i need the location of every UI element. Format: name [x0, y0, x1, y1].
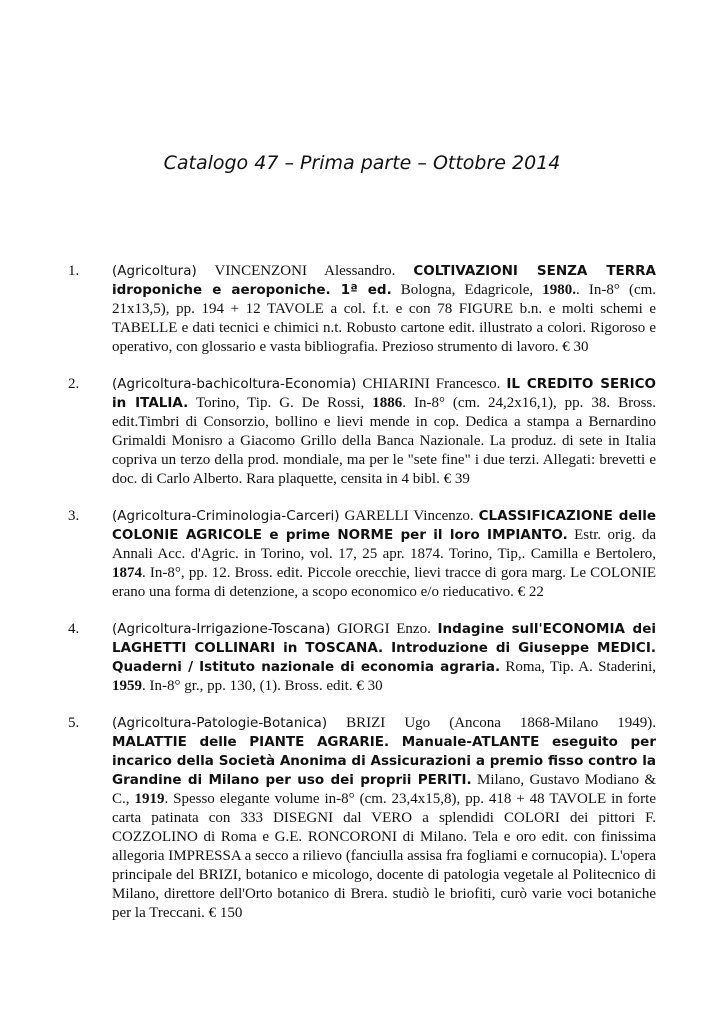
entry-number: 3.	[68, 508, 80, 524]
entry-text	[112, 375, 656, 489]
catalog-entry	[68, 507, 658, 602]
entry-author: BRIZI Ugo (Ancona 1868-Milano 1949).	[346, 715, 656, 731]
entry-heading: CLASSIFICAZIONE delle COLONIE AGRICOLE e prime NORME per il loro IMPIANTO.	[112, 508, 657, 543]
entry-heading: MALATTIE delle PIANTE AGRARIE. Manuale-ATLANTE eseguito per incarico della Società Anonima di Assicurazioni a premio fisso contro la Grandine di Milano per uso dei proprii PERITI.	[112, 734, 656, 788]
entry-section: (Agricoltura-Criminologia-Carceri)	[112, 508, 340, 524]
entry-year: 1959	[112, 678, 142, 694]
entry-section: (Agricoltura-bachicoltura-Economia)	[112, 376, 357, 392]
catalog-entry	[68, 620, 658, 696]
entry-year: 1886	[372, 395, 403, 411]
entry-heading: IL CREDITO SERICO in ITALIA.	[112, 376, 656, 411]
catalog-entry	[68, 714, 658, 923]
catalog-entry	[68, 375, 658, 489]
catalog-entry	[68, 262, 658, 357]
entry-number: 1.	[68, 263, 80, 279]
entry-text	[112, 714, 656, 923]
entry-place: Roma, Tip. A. Staderini,	[505, 659, 656, 675]
entry-place: Torino, Tip. G. De Rossi,	[195, 395, 365, 411]
entry-description: . In-8°, pp. 12. Bross. edit. Piccole orecchie, lievi tracce di gora marg. Le COLONIE erano una forma di detenzione, a scopo economico e/o rieducativo. € 22	[112, 565, 656, 600]
entry-description: . In-8° (cm. 21x13,5), pp. 194 + 12 TAVOLE a col. f.t. e con 78 FIGURE b.n. e molti schemi e TABELLE e dati tecnici e chimici n.t. Robusto cartone edit. illustrato a colori. Rigoroso e operativo, con glossario e vasta bibliografia. Prezioso strumento di lavoro. € 30	[112, 282, 657, 355]
entry-section: (Agricoltura-Patologie-Botanica)	[112, 715, 328, 731]
entry-year: 1980.	[542, 282, 577, 298]
entry-description: . In-8° (cm. 24,2x16,1), pp. 38. Bross. edit.Timbri di Consorzio, bollino e lievi mende in cop. Dedica a stampa a Bernardino Grimaldi Monisro a Giacomo Grillo della Banca Nazionale. La produz. di sete in Italia copriva un terzo della prod. mondiale, ma per le "sete fine" i due terzi. Allegati: brevetti e doc. di Carlo Alberto. Rara plaquette, censita in 4 bibl. € 39	[112, 395, 657, 487]
entry-year: 1919	[134, 791, 165, 807]
entry-author: GIORGI Enzo.	[337, 621, 431, 637]
entry-list	[68, 262, 658, 941]
entry-place: Estr. orig. da Annali Acc. d'Agric. in Torino, vol. 17, 25 apr. 1874. Torino, Tip,. Camilla e Bertolero,	[112, 527, 657, 562]
entry-heading: COLTIVAZIONI SENZA TERRA idroponiche e aeroponiche. 1ª ed.	[112, 263, 656, 298]
entry-year: 1874	[112, 565, 142, 581]
entry-text	[112, 262, 656, 357]
catalog-title: Catalogo 47 – Prima parte – Ottobre 2014	[163, 152, 561, 174]
entry-place: Bologna, Edagricole,	[400, 282, 534, 298]
entry-number: 2.	[68, 376, 80, 392]
entry-author: CHIARINI Francesco.	[362, 376, 501, 392]
entry-place: Milano, Gustavo Modiano & C.,	[112, 772, 657, 807]
entry-author: GARELLI Vincenzo.	[344, 508, 474, 524]
entry-number: 5.	[68, 715, 80, 731]
entry-text	[112, 620, 656, 696]
entry-section: (Agricoltura)	[112, 263, 197, 279]
entry-description: . In-8° gr., pp. 130, (1). Bross. edit. € 30	[142, 678, 383, 694]
entry-author: VINCENZONI Alessandro.	[214, 263, 396, 279]
entry-number: 4.	[68, 621, 80, 637]
entry-text	[112, 507, 656, 602]
entry-description: . Spesso elegante volume in-8° (cm. 23,4x15,8), pp. 418 + 48 TAVOLE in forte carta patinata con 333 DISEGNI dal VERO a splendidi COLORI dei pittori F. COZZOLINO di Roma e G.E. RONCORONI di Milano. Tela e oro edit. con finissima allegoria IMPRESSA a secco a rilievo (fanciulla assisa fra fogliami e cornucopia). L'opera principale del BRIZI, botanico e micologo, docente di patologia vegetale al Politecnico di Milano, direttore dell'Orto botanico di Brera. studiò le briofiti, curò varie voci botaniche per la Treccani. € 150	[112, 791, 656, 921]
entry-heading: Indagine sull'ECONOMIA dei LAGHETTI COLLINARI in TOSCANA. Introduzione di Giuseppe MEDICI. Quaderni / Istituto nazionale di economia agraria.	[112, 621, 656, 675]
entry-section: (Agricoltura-Irrigazione-Toscana)	[112, 621, 331, 637]
